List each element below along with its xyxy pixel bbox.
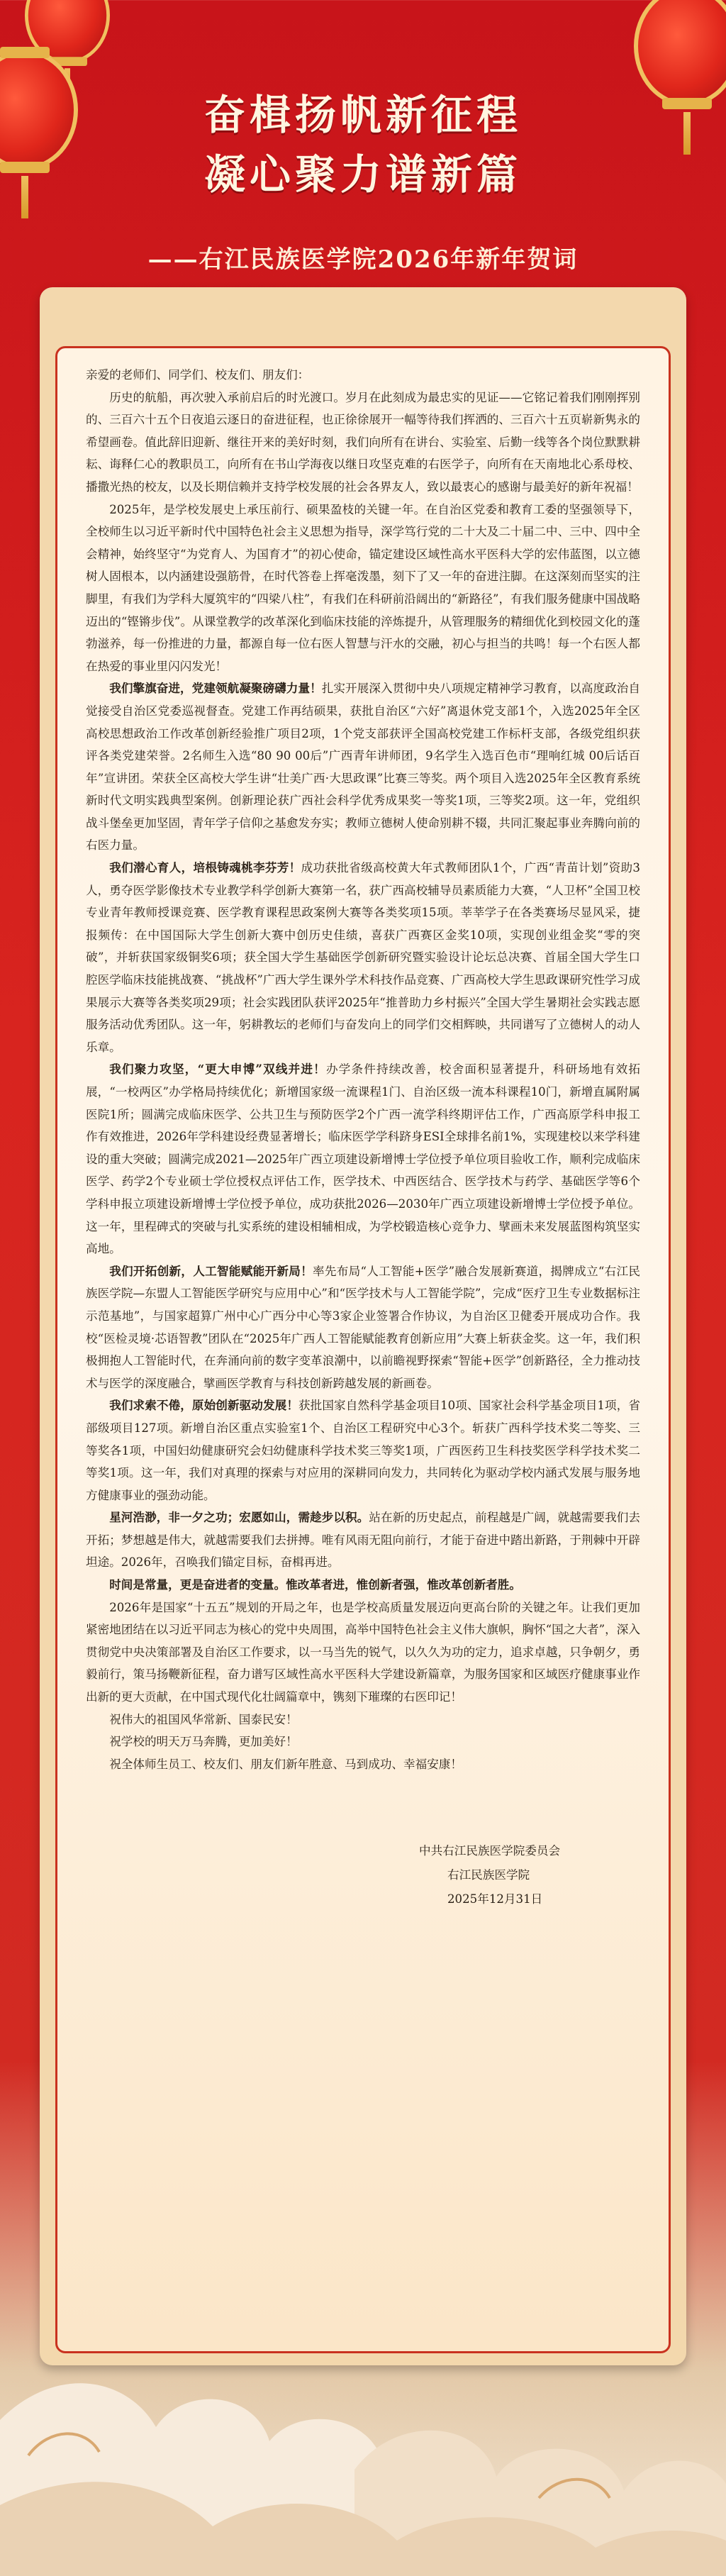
paragraph-body: 站在新的历史起点，前程越是广阔，就越需要我们去开拓；梦想越是伟大，就越需要我们去拼搏。唯有风雨无阻向前行，才能于奋进中踏出新路，于荆棘中开辟坦途。2026年，召唤我们锚定目标，奋楫再进。 (86, 1511, 640, 1570)
wish-line: 祝伟大的祖国风华常新、国泰民安！ (109, 1712, 298, 1726)
cloud-decoration (0, 2321, 726, 2576)
salutation: 亲爱的老师们、同学们、校友们、朋友们： (86, 368, 310, 382)
paragraph-lead: 时间是常量，更是奋进者的变量。惟改革者进，惟创新者强，惟改革创新者胜。 (109, 1577, 521, 1592)
letter-paper (55, 346, 671, 2353)
paragraph-lead: 星河浩渺，非一夕之功；宏愿如山，需趁步以积。 (109, 1510, 369, 1525)
paragraph-lead: 我们开拓创新，人工智能赋能开新局！ (109, 1263, 313, 1278)
paragraph (86, 1260, 640, 1395)
wish-line: 祝学校的明天万马奔腾，更加美好！ (109, 1735, 298, 1749)
paragraph (86, 1506, 640, 1574)
paragraph-lead: 我们聚力攻坚，“更大申博”双线并进！ (109, 1062, 326, 1077)
page-title (0, 85, 726, 204)
paragraph: 历史的航船，再次驶入承前启后的时光渡口。岁月在此刻成为最忠实的见证——它铭记着我们刚刚挥别的、三百六十五个日夜追云逐日的奋进征程，也正徐徐展开一幅等待我们挥洒的、三百六十五页崭新隽永的希望画卷。值此辞旧迎新、继往开来的美好时刻，我们向所有在讲台、实验室、后勤一线等各个岗位默默耕耘、诲释仁心的教职员工，向所有在书山学海夜以继日攻坚克难的右医学子，向所有在天南地北心系母校、播撒光热的校友，以及长期信赖并支持学校发展的社会各界友人，致以最衷心的感谢与最美好的新年祝福！ (86, 390, 640, 494)
sign-org-party: 中共右江民族医学院委员会 (419, 1844, 561, 1858)
closing-wishes (86, 1709, 640, 1776)
signature-block (419, 1839, 640, 1911)
paragraph (86, 677, 640, 857)
page-subtitle: ——右江民族医学院2026年新年贺词 (147, 245, 579, 274)
sign-org-school: 右江民族医学院 (447, 1868, 530, 1882)
sign-date: 2025年12月31日 (447, 1892, 543, 1906)
paragraph-body: 成功获批省级高校黄大年式教师团队1个，广西“青苗计划”资助3人，勇夺医学影像技术专业教学科学创新大赛第一名，获广西高校辅导员素质能力大赛，“人卫杯”全国卫校专业青年教师授课竞赛、医学教育课程思政案例大赛等各类奖项15项。莘莘学子在各类赛场尽显风采，捷报频传：在中国国际大学生创新大赛中创历史佳绩，喜获广西赛区金奖10项，实现创业组金奖“零的突破”，并斩获国家级铜奖6项；获全国大学生基础医学创新研究暨实验设计论坛总决赛、首届全国大学生口腔医学临床技能挑战赛、“挑战杯”广西大学生课外学术科技作品竞赛、广西高校大学生思政课研究性学习成果展示大赛等各类奖项29项；社会实践团队获评2025年“推普助力乡村振兴”全国大学生暑期社会实践志愿服务活动优秀团队。这一年，躬耕教坛的老师们与奋发向上的同学们交相辉映，共同谱写了立德树人的动人乐章。 (86, 861, 640, 1054)
paragraph-body: 率先布局“人工智能+医学”融合发展新赛道，揭牌成立“右江民族医学院—东盟人工智能医学研究与应用中心”和“医学技术与人工智能学院”，完成“医疗卫生专业数据标注示范基地”，与国家超算广州中心广西分中心等3家企业签署合作协议，为自治区卫健委开展成功合作。我校“医检灵境·芯语智教”团队在“2025年广西人工智能赋能教育创新应用”大赛上斩获金奖。这一年，我们积极拥抱人工智能时代，在奔涌向前的数字变革浪潮中，以前瞻视野探索“智能+医学”创新路径，全力推动技术与医学的深度融合，擘画医学教育与科技创新跨越发展的新画卷。 (86, 1264, 640, 1390)
title-line-1: 奋楫扬帆新征程 (203, 91, 522, 139)
paragraph-body: 办学条件持续改善，校舍面积显著提升，科研场地有效拓展，“一校两区”办学格局持续优化；新增国家级一流课程1门、自治区级一流本科课程10门，新增直属附属医院1所；圆满完成临床医学、公共卫生与预防医学2个广西一流学科终期评估工作，广西高原学科申报工作有效推进，2026年学科建设经费显著增长；临床医学学科跻身ESI全球排名前1%，实现建校以来学科建设的重大突破；圆满完成2021—2025年广西立项建设新增博士学位授予单位项目验收工作，顺利完成临床医学、药学2个专业硕士学位授权点评估工作，医学技术、中西医结合、医学技术与药学、基础医学等6个学科申报立项建设新增博士学位授予单位，成功获批2026—2030年广西立项建设新增博士学位授予单位。这一年，里程碑式的突破与扎实系统的建设相辅相成，为学校锻造核心竞争力、擘画未来发展蓝图构筑坚实高地。 (86, 1062, 640, 1256)
paragraph-lead: 我们求索不倦，原始创新驱动发展！ (109, 1398, 298, 1413)
paragraph: 2025年，是学校发展史上承压前行、硕果盈枝的关键一年。在自治区党委和教育工委的坚强领导下，全校师生以习近平新时代中国特色社会主义思想为指导，深学笃行党的二十大及二十届二中、三中、四中全会精神，始终坚守“为党育人、为国育才”的初心使命，锚定建设区域性高水平医科大学的宏伟蓝图，以立德树人固根本，以内涵建设强筋骨，在时代答卷上挥毫泼墨，刻下了又一年的奋进注脚。在这深刻而坚实的注脚里，有我们为学科大厦筑牢的“四梁八柱”，有我们在科研前沿阔出的“新路径”，有我们服务健康中国战略迈出的“铿锵步伐”。从课堂教学的改革深化到临床技能的淬炼提升，从管理服务的精细优化到校园文化的蓬勃滋养，每一份推进的力量，都源自每一位右医人智慧与汗水的交融，初心与担当的共鸣！每一个右医人都在热爱的事业里闪闪发光！ (86, 502, 640, 673)
paragraph-body: 扎实开展深入贯彻中央八项规定精神学习教育，以高度政治自觉接受自治区党委巡视督查。党建工作再结硕果，获批自治区“六好”离退休党支部1个，入选2025年全区高校思想政治工作改革创新经验推广项目2项，1个党支部获评全国高校党建工作标杆支部，各级党组织获评各类党建荣誉。2名师生入选“80 90 00后”广西青年讲师团，9名学生入选百色市“理响红城 00后话百年”宣讲团。荣获全区高校大学生讲“壮美广西·大思政课”比赛三等奖。两个项目入选2025年全区教育系统新时代文明实践典型案例。创新理论获广西社会科学优秀成果奖一等奖1项，三等奖2项。这一年，党组织战斗堡垒更加坚固，青年学子信仰之基愈发夯实；教师立德树人使命别耕不辍，共同汇聚起事业奔腾向前的右医力量。 (86, 682, 641, 853)
paragraph: 2026年是国家“十五五”规划的开局之年，也是学校高质量发展迈向更高台阶的关键之年。让我们更加紧密地团结在以习近平同志为核心的党中央周围，高举中国特色社会主义伟大旗帜，胸怀“国之大者”，深入贯彻党中央决策部署及自治区工作要求，以一马当先的锐气，以久久为功的定力，追求卓越，只争朝夕，勇毅前行，策马扬鞭新征程，奋力谱写区域性高水平医科大学建设新篇章，为服务国家和区域医疗健康事业作出新的更大贡献，在中国式现代化壮阔篇章中，镌刻下璀璨的右医印记！ (86, 1600, 640, 1704)
paragraph (86, 857, 640, 1058)
title-line-2: 凝心聚力谱新篇 (203, 150, 522, 199)
paragraph-lead: 我们擎旗奋进，党建领航凝聚磅礴力量！ (109, 681, 322, 696)
paragraph-lead: 我们潜心育人，培根铸魂桃李芬芳！ (109, 860, 301, 875)
paragraph-body: 获批国家自然科学基金项目10项、国家社会科学基金项目1项，省部级项目127项。新增自治区重点实验室1个、自治区工程研究中心3个。斩获广西科学技术奖二等奖、三等奖各1项，中国妇幼健康研究会妇幼健康科学技术奖三等奖1项，广西医药卫生科技奖医学科学技术奖二等奖1项。这一年，我们对真理的探索与对应用的深耕同向发力，共同转化为驱动学校内涵式发展与服务地方健康事业的强劲动能。 (86, 1399, 640, 1502)
wish-line: 祝全体师生员工、校友们、朋友们新年胜意、马到成功、幸福安康！ (109, 1757, 462, 1771)
paragraph (86, 1394, 640, 1506)
paragraph (86, 1058, 640, 1260)
